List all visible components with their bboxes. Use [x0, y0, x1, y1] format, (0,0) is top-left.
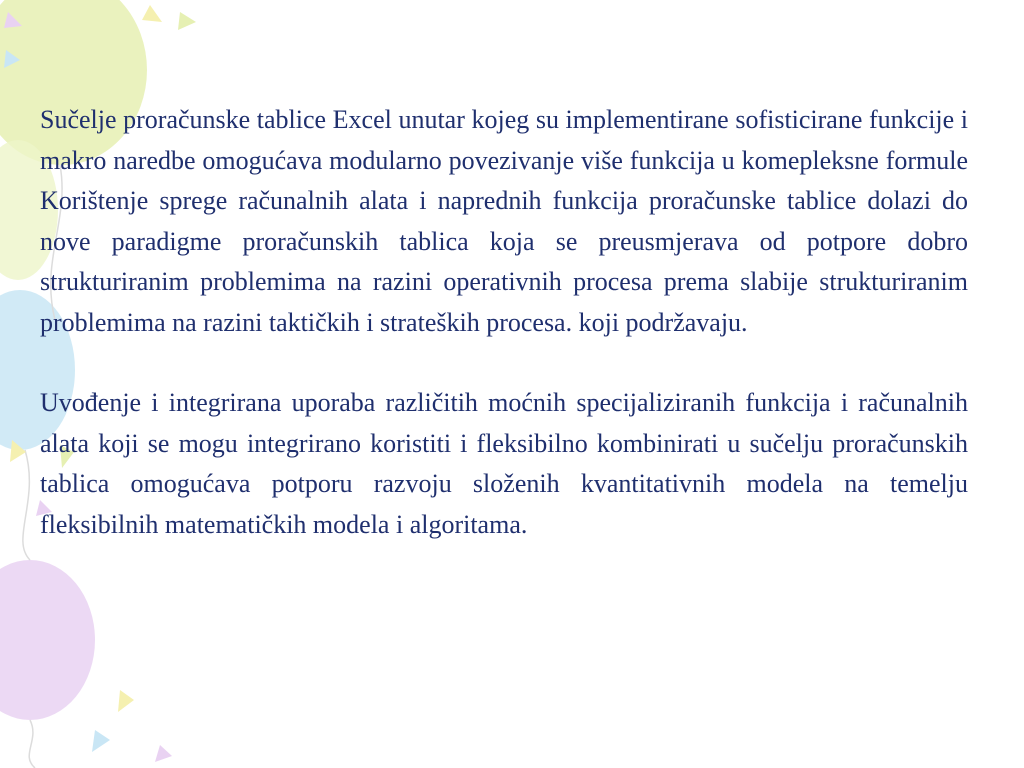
paragraph-2: Uvođenje i integrirana uporaba različitih moćnih specijaliziranih funkcija i računalnih alata koji se mogu integrirano koristiti i fleksibilno kombinirati u sučelju proračunskih tablica omogućava potporu razvoju složenih kvantitativnih modela na temelju fleksibilnih matematičkih modela i algoritama.	[40, 388, 968, 539]
confetti-icon	[92, 730, 110, 752]
confetti-icon	[118, 690, 134, 712]
confetti-icon	[178, 12, 196, 30]
balloon-string	[29, 720, 35, 768]
confetti-icon	[155, 745, 172, 762]
balloon-string	[23, 450, 30, 560]
slide-body	[40, 100, 968, 545]
confetti-icon	[142, 5, 162, 22]
paragraph-1: Sučelje proračunske tablice Excel unutar kojeg su implementirane sofisticirane funkcije i makro naredbe omogućava modularno povezivanje više funkcija u komepleksne formule Korištenje sprege računalnih alata i naprednih funkcija proračunske tablice dolazi do nove paradigme proračunskih tablica koja se preusmjerava od potpore dobro strukturiranim problemima na razini operativnih procesa prema slabije strukturiranim problemima na razini taktičkih i strateških procesa. koji podržavaju.	[40, 105, 968, 337]
purple-balloon-icon	[0, 560, 95, 720]
